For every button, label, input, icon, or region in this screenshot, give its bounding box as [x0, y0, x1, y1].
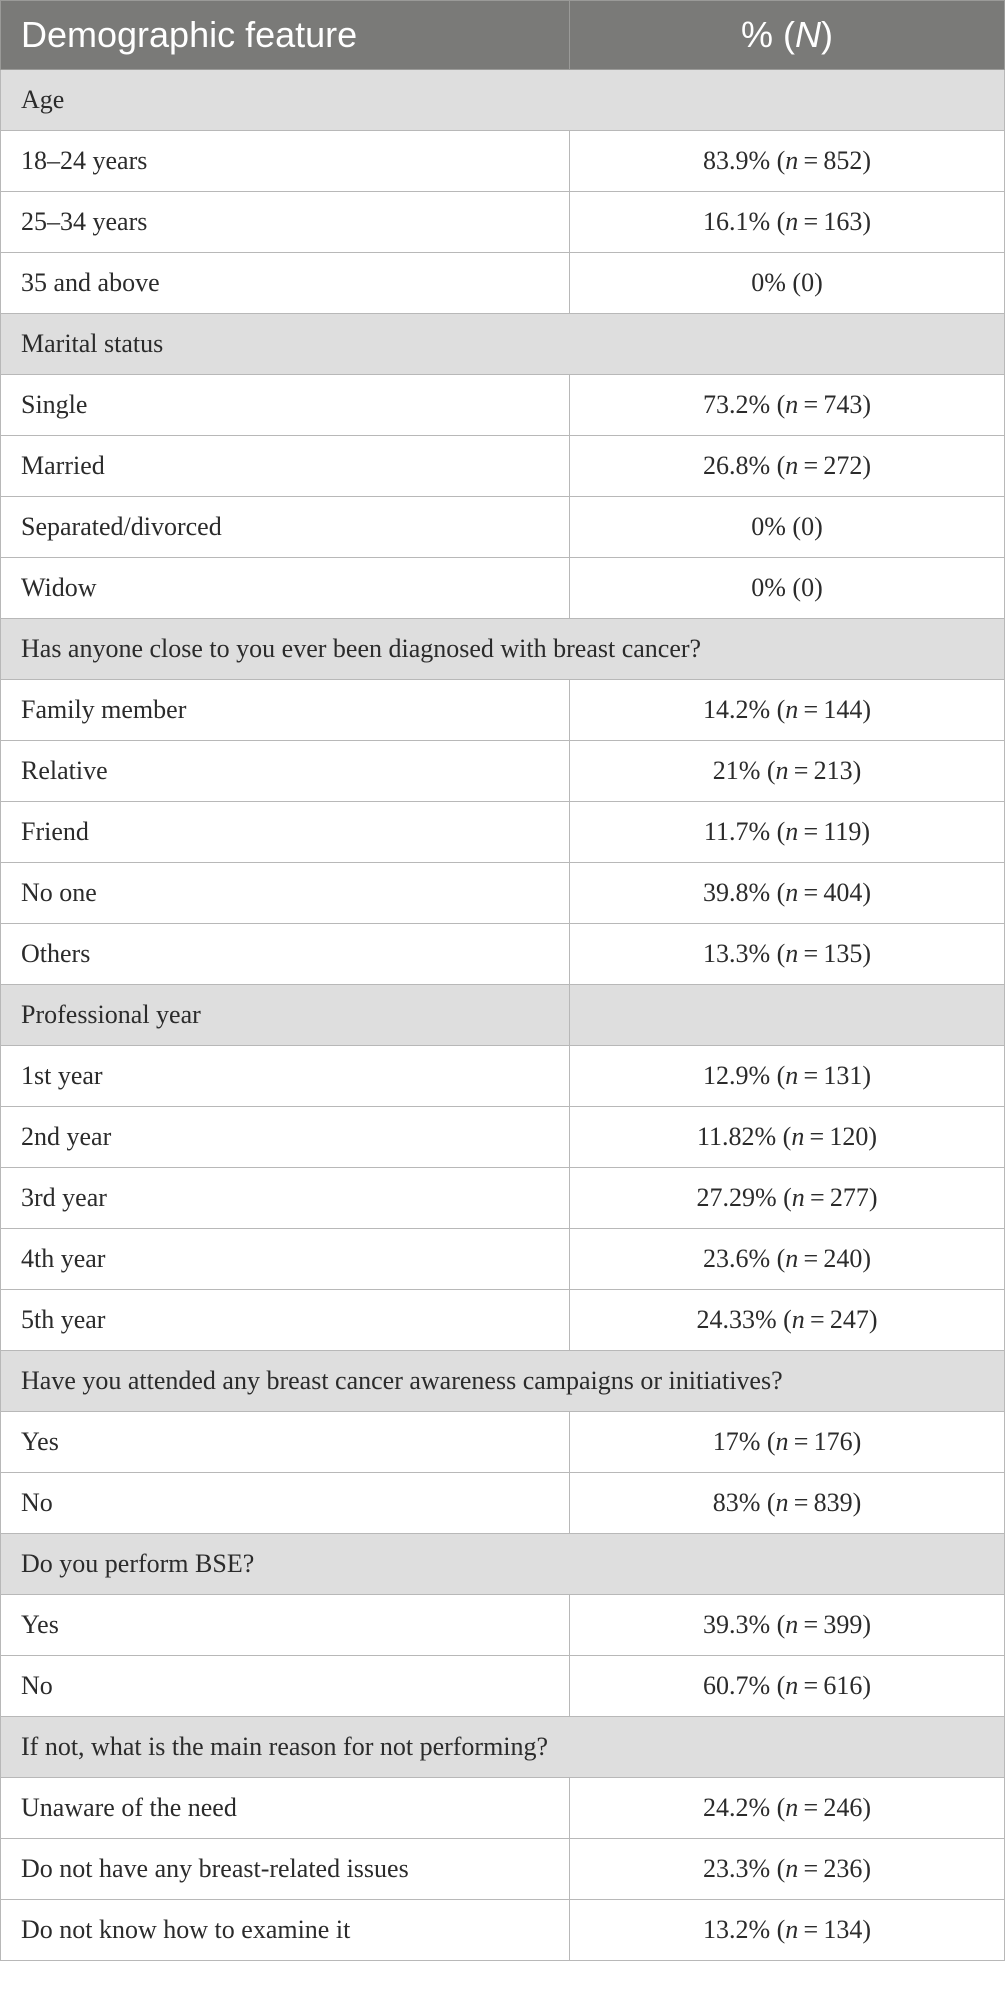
table-row	[1, 1473, 1005, 1534]
row-value: 39.8% (n = 404)	[570, 863, 1005, 924]
row-count: 240	[823, 1244, 863, 1273]
section-label: Have you attended any breast cancer awareness campaigns or initiatives?	[1, 1351, 1005, 1412]
row-label: Others	[1, 924, 570, 985]
row-label: Married	[1, 436, 570, 497]
table-row	[1, 192, 1005, 253]
row-value: 24.2% (n = 246)	[570, 1778, 1005, 1839]
n-symbol: n	[785, 1793, 799, 1822]
n-symbol: n	[785, 1061, 799, 1090]
table-row	[1, 131, 1005, 192]
row-count: 399	[823, 1610, 863, 1639]
header-n-symbol: N	[795, 14, 821, 55]
n-symbol: n	[791, 1183, 805, 1212]
row-label: Widow	[1, 558, 570, 619]
table-row	[1, 1290, 1005, 1351]
row-count: 246	[823, 1793, 863, 1822]
section-label: If not, what is the main reason for not performing?	[1, 1717, 1005, 1778]
row-percent: 0%	[751, 573, 786, 602]
row-label: 18–24 years	[1, 131, 570, 192]
row-percent: 60.7%	[702, 1671, 771, 1700]
section-label: Marital status	[1, 314, 1005, 375]
row-percent: 0%	[751, 268, 786, 297]
row-value: 11.7% (n = 119)	[570, 802, 1005, 863]
n-symbol: n	[785, 1854, 799, 1883]
row-value: 16.1% (n = 163)	[570, 192, 1005, 253]
row-count: 247	[829, 1305, 869, 1334]
row-count: 852	[823, 146, 863, 175]
row-value: 73.2% (n = 743)	[570, 375, 1005, 436]
row-value: 83% (n = 839)	[570, 1473, 1005, 1534]
section-row	[1, 1717, 1005, 1778]
n-symbol: n	[785, 878, 799, 907]
n-symbol: n	[785, 1915, 799, 1944]
table-row	[1, 802, 1005, 863]
n-symbol: n	[791, 1305, 805, 1334]
row-label: Do not have any breast-related issues	[1, 1839, 570, 1900]
row-label: Unaware of the need	[1, 1778, 570, 1839]
row-count: 272	[823, 451, 863, 480]
row-percent: 83.9%	[702, 146, 771, 175]
n-symbol: n	[785, 390, 799, 419]
row-value: 11.82% (n = 120)	[570, 1107, 1005, 1168]
row-count: 163	[823, 207, 863, 236]
row-label: 35 and above	[1, 253, 570, 314]
row-label: Relative	[1, 741, 570, 802]
table-row	[1, 1656, 1005, 1717]
table-row	[1, 1168, 1005, 1229]
row-value: 17% (n = 176)	[570, 1412, 1005, 1473]
table-row	[1, 375, 1005, 436]
n-symbol: n	[785, 1671, 799, 1700]
row-percent: 13.3%	[702, 939, 771, 968]
row-label: Separated/divorced	[1, 497, 570, 558]
section-row	[1, 70, 1005, 131]
header-demographic-feature: Demographic feature	[1, 1, 570, 70]
row-label: No	[1, 1473, 570, 1534]
n-symbol: n	[785, 939, 799, 968]
row-count: 134	[823, 1915, 863, 1944]
table-row	[1, 741, 1005, 802]
n-symbol: n	[785, 451, 799, 480]
table-row	[1, 436, 1005, 497]
table-header	[1, 1, 1005, 70]
row-percent: 12.9%	[702, 1061, 771, 1090]
row-percent: 24.33%	[696, 1305, 777, 1334]
row-label: 25–34 years	[1, 192, 570, 253]
row-percent: 17%	[712, 1427, 761, 1456]
table-row	[1, 1107, 1005, 1168]
table-row	[1, 863, 1005, 924]
section-row	[1, 1351, 1005, 1412]
section-label: Age	[1, 70, 1005, 131]
row-percent: 21%	[712, 756, 761, 785]
row-percent: 16.1%	[702, 207, 771, 236]
n-symbol: n	[785, 695, 799, 724]
row-value: 13.2% (n = 134)	[570, 1900, 1005, 1961]
row-label: 3rd year	[1, 1168, 570, 1229]
n-symbol: n	[791, 1122, 805, 1151]
row-value	[570, 558, 1005, 619]
row-label: 2nd year	[1, 1107, 570, 1168]
header-row	[1, 1, 1005, 70]
section-row	[1, 619, 1005, 680]
row-label: 4th year	[1, 1229, 570, 1290]
row-percent: 83%	[712, 1488, 761, 1517]
n-symbol: n	[785, 1610, 799, 1639]
table-row	[1, 924, 1005, 985]
row-value: 26.8% (n = 272)	[570, 436, 1005, 497]
table-row	[1, 558, 1005, 619]
section-empty-cell	[570, 985, 1005, 1046]
row-percent: 73.2%	[702, 390, 771, 419]
row-count: 131	[823, 1061, 863, 1090]
section-row	[1, 1534, 1005, 1595]
row-percent: 27.29%	[696, 1183, 777, 1212]
table-row	[1, 497, 1005, 558]
row-value	[570, 497, 1005, 558]
row-value: 23.6% (n = 240)	[570, 1229, 1005, 1290]
row-count: 144	[823, 695, 863, 724]
row-count: 236	[823, 1854, 863, 1883]
row-value	[570, 253, 1005, 314]
row-value: 60.7% (n = 616)	[570, 1656, 1005, 1717]
table-row	[1, 1412, 1005, 1473]
section-label: Do you perform BSE?	[1, 1534, 1005, 1595]
row-value: 24.33% (n = 247)	[570, 1290, 1005, 1351]
section-row	[1, 985, 1005, 1046]
row-percent: 0%	[751, 512, 786, 541]
row-count: 135	[823, 939, 863, 968]
header-percent-suffix: )	[821, 14, 833, 55]
row-value: 23.3% (n = 236)	[570, 1839, 1005, 1900]
row-label: Do not know how to examine it	[1, 1900, 570, 1961]
table-row	[1, 1778, 1005, 1839]
row-count: 616	[823, 1671, 863, 1700]
table-row	[1, 1046, 1005, 1107]
n-symbol: n	[775, 1427, 789, 1456]
row-value: 14.2% (n = 144)	[570, 680, 1005, 741]
section-label: Professional year	[1, 985, 570, 1046]
row-value: 39.3% (n = 399)	[570, 1595, 1005, 1656]
row-percent: 39.3%	[702, 1610, 771, 1639]
header-percent-n	[570, 1, 1005, 70]
header-percent-prefix: % (	[741, 14, 795, 55]
n-symbol: n	[785, 207, 799, 236]
row-percent: 23.3%	[702, 1854, 771, 1883]
row-count: 120	[829, 1122, 869, 1151]
table-row	[1, 1595, 1005, 1656]
row-percent: 26.8%	[702, 451, 771, 480]
row-label: Yes	[1, 1595, 570, 1656]
row-count: 277	[829, 1183, 869, 1212]
row-label: 5th year	[1, 1290, 570, 1351]
row-label: 1st year	[1, 1046, 570, 1107]
row-count: 839	[813, 1488, 853, 1517]
row-percent: 39.8%	[702, 878, 771, 907]
section-label: Has anyone close to you ever been diagnosed with breast cancer?	[1, 619, 1005, 680]
row-count: 213	[813, 756, 853, 785]
row-count: 743	[823, 390, 863, 419]
section-row	[1, 314, 1005, 375]
row-percent: 11.7%	[703, 817, 771, 846]
row-label: Family member	[1, 680, 570, 741]
row-percent: 13.2%	[702, 1915, 771, 1944]
row-count: (0)	[792, 573, 823, 602]
row-label: Yes	[1, 1412, 570, 1473]
n-symbol: n	[785, 146, 799, 175]
row-value: 13.3% (n = 135)	[570, 924, 1005, 985]
row-count: 176	[813, 1427, 853, 1456]
table-row	[1, 680, 1005, 741]
row-label: No	[1, 1656, 570, 1717]
row-percent: 14.2%	[702, 695, 771, 724]
table-body	[1, 70, 1005, 1961]
table-row	[1, 253, 1005, 314]
row-percent: 11.82%	[696, 1122, 777, 1151]
row-label: No one	[1, 863, 570, 924]
row-value: 12.9% (n = 131)	[570, 1046, 1005, 1107]
n-symbol: n	[785, 1244, 799, 1273]
row-label: Friend	[1, 802, 570, 863]
row-value: 27.29% (n = 277)	[570, 1168, 1005, 1229]
row-value: 21% (n = 213)	[570, 741, 1005, 802]
row-label: Single	[1, 375, 570, 436]
row-percent: 24.2%	[702, 1793, 771, 1822]
row-count: (0)	[792, 512, 823, 541]
table-row	[1, 1839, 1005, 1900]
row-count: 404	[823, 878, 863, 907]
table-row	[1, 1900, 1005, 1961]
table-row	[1, 1229, 1005, 1290]
n-symbol: n	[785, 817, 799, 846]
n-symbol: n	[775, 1488, 789, 1517]
n-symbol: n	[775, 756, 789, 785]
row-count: 119	[823, 817, 862, 846]
row-percent: 23.6%	[702, 1244, 771, 1273]
row-value: 83.9% (n = 852)	[570, 131, 1005, 192]
row-count: (0)	[792, 268, 823, 297]
